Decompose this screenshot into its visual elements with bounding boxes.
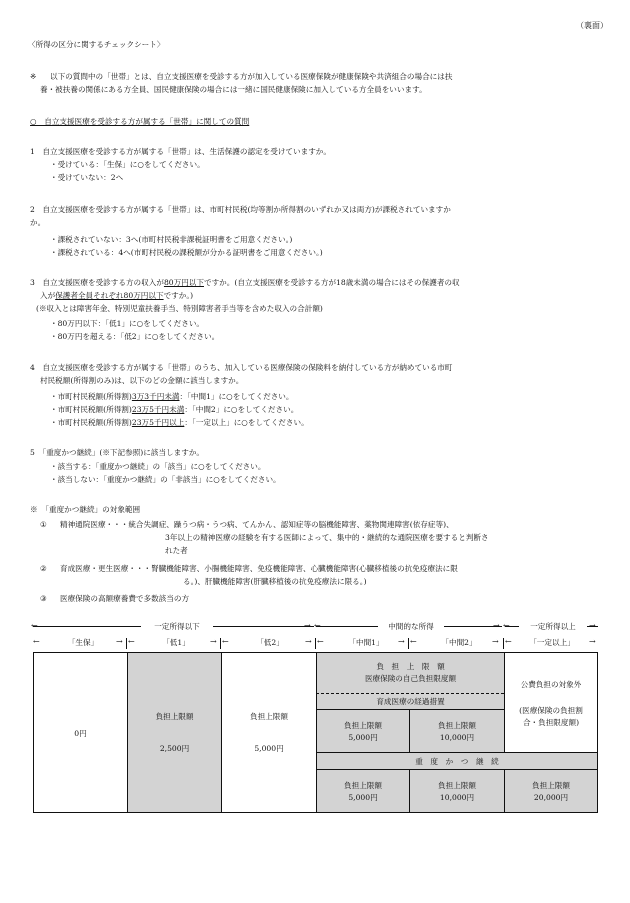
q4-a1-suffix: ：「中間1」に○をしてください。 — [179, 392, 294, 401]
cat-seiho-right-arrow: → — [116, 637, 123, 646]
cat-high-left-arrow: ← — [505, 637, 512, 646]
band-high-label: 一定所得以上 — [519, 621, 587, 632]
category-seiho: 「生保」 — [67, 638, 99, 647]
q4-answer-2 — [50, 404, 298, 415]
scope-item-3-line-1: 医療保険の高額療養費で多数該当の方 — [60, 594, 190, 603]
q3-answer-2: ・80万円を超える：「低2」に○をしてください。 — [50, 332, 220, 341]
high-note-line-2: 合・負担限度額) — [522, 718, 580, 727]
category-divider-5 — [503, 638, 504, 649]
mid-cap-title: 負 担 上 限 額 — [376, 662, 445, 671]
transition-mid1-cap-label: 負担上限額 — [344, 721, 382, 730]
q5-text: 5 「重度かつ継続」(※下記参照)に該当しますか。 — [30, 448, 205, 457]
cat-high-right-arrow: → — [589, 637, 596, 646]
cat-mid2-left-arrow: ← — [410, 637, 417, 646]
q3-text-line-2 — [40, 290, 193, 301]
cat-low1-left-arrow: ← — [128, 637, 135, 646]
scope-item-2-number: ② — [40, 564, 47, 573]
category-divider-3 — [315, 638, 316, 649]
q4-a3-suffix: ：「一定以上」に○をしてください。 — [184, 418, 309, 427]
q5-answer-2: ・該当しない：「重度かつ継続」の「非該当」に○をしてください。 — [50, 475, 281, 484]
q5-answer-1: ・該当する：「重度かつ継続」の「該当」に○をしてください。 — [50, 462, 266, 471]
cat-mid2-right-arrow: → — [492, 637, 499, 646]
band-low-left-arrowhead: ← — [31, 621, 38, 630]
cell-severe-mid1 — [316, 769, 409, 812]
transition-mid2-cap-label: 負担上限額 — [438, 721, 476, 730]
low1-cap-label: 負担上限額 — [155, 712, 194, 721]
mid-cap-subtitle: 医療保険の自己負担限度額 — [364, 674, 457, 683]
q4-a3-prefix: ・市町村民税額(所得割) — [50, 418, 132, 427]
q1-text: 1 自立支援医療を受診する方が属する「世帯」は、生活保護の認定を受けていますか。 — [30, 147, 331, 156]
sheet-title: 〈所得の区分に関するチェックシート〉 — [28, 40, 165, 49]
cell-low2 — [221, 653, 316, 812]
band-mid-right-arrowhead: → — [493, 621, 500, 630]
cell-mid-cap — [316, 653, 504, 693]
cat-mid1-left-arrow: ← — [317, 637, 324, 646]
q4-a2-amount: 23万5千円未満 — [131, 405, 185, 414]
category-high: 「一定以上」 — [529, 638, 575, 647]
q3-line1-underline: 80万円以下 — [163, 278, 204, 287]
q3-line1-b: ですか。(自立支援医療を受診する方が18歳未満の場合にはその保護者の収 — [203, 278, 460, 287]
cell-transition-mid1 — [316, 709, 409, 752]
category-low1: 「低1」 — [162, 638, 190, 647]
q4-a3-amount: 23万5千円以上 — [131, 418, 185, 427]
band-mid-label: 中間的な所得 — [378, 621, 444, 632]
category-row — [33, 637, 598, 651]
q4-a2-prefix: ・市町村民税額(所得割) — [50, 405, 132, 414]
burden-grid — [33, 652, 598, 813]
q3-income-note: (※収入とは障害年金、特別児童扶養手当、特別障害者手当等を含めた収入の合計額) — [36, 304, 323, 313]
scope-item-1-line-1: 精神通院医療・・・統合失調症、躁うつ病・うつ病、てんかん、認知症等の脳機能障害、薬物関連障害(依存症等)、 — [60, 520, 454, 529]
transition-mid1-amount: 5,000円 — [348, 733, 378, 742]
scope-title: ※ 「重度かつ継続」の対象範囲 — [30, 505, 141, 514]
low1-amount: 2,500円 — [159, 744, 190, 753]
q2-text-line-1: 2 自立支援医療を受診する方が属する「世帯」は、市町村民税(均等割か所得割のいずれか又は両方)が課税されていますか — [30, 205, 451, 214]
q4-text-line-2: 村民税額(所得割のみ)は、以下のどの金額に該当しますか。 — [40, 376, 244, 385]
q4-answer-1 — [50, 391, 293, 402]
band-high-left-arrowhead: ← — [503, 621, 510, 630]
severe-high-cap-label: 負担上限額 — [532, 781, 570, 790]
q4-a2-suffix: ：「中間2」に○をしてください。 — [184, 405, 299, 414]
severe-title: 重 度 か つ 継 続 — [415, 757, 499, 766]
cell-high — [504, 653, 597, 752]
scope-item-1-number: ① — [40, 520, 47, 529]
q3-line2-underline: 保護者全員それぞれ80万円以下 — [55, 291, 164, 300]
q3-line2-b: ですか。) — [163, 291, 194, 300]
scope-item-2-line-2: る。)、肝臓機能障害(肝臓移植後の抗免疫療法に限る。) — [183, 577, 367, 586]
severe-high-amount: 20,000円 — [533, 793, 569, 802]
cell-seiho — [34, 653, 127, 812]
scope-item-1-line-3: れた者 — [165, 546, 188, 555]
severe-mid2-cap-label: 負担上限額 — [438, 781, 476, 790]
q4-a1-amount: 3万3千円未満 — [131, 392, 180, 401]
cell-transition-mid2 — [409, 709, 504, 752]
low2-amount: 5,000円 — [254, 744, 284, 753]
cat-seiho-left-arrow: ← — [33, 637, 40, 646]
scope-item-1-line-2: 3年以上の精神医療の経験を有する医師によって、集中的・継続的な通院医療を要すると判断さ — [165, 533, 489, 542]
cat-low2-right-arrow: → — [305, 637, 312, 646]
income-category-table — [33, 620, 598, 813]
category-mid1: 「中間1」 — [348, 638, 384, 647]
cat-low1-right-arrow: → — [210, 637, 217, 646]
category-divider-2 — [220, 638, 221, 649]
category-mid2: 「中間2」 — [441, 638, 477, 647]
q3-answer-1: ・80万円以下：「低1」に○をしてください。 — [50, 319, 205, 328]
band-low-label: 一定所得以下 — [141, 621, 213, 632]
severe-mid1-cap-label: 負担上限額 — [344, 781, 382, 790]
low2-cap-label: 負担上限額 — [250, 712, 288, 721]
band-mid-left-arrowhead: ← — [314, 621, 321, 630]
q2-answer-2: ・課税されている：4へ(市町村民税の課税額が分かる証明書をご用意ください。) — [50, 248, 323, 257]
cell-transition-header — [316, 693, 504, 709]
income-band-arrows — [33, 620, 598, 634]
severe-mid2-amount: 10,000円 — [439, 793, 475, 802]
section-heading: ○ 自立支援医療を受診する方が属する「世帯」に関しての質問 — [30, 117, 250, 126]
note-line-2: 養・被扶養の関係にある方全員、国民健康保険の場合には一緒に国民健康保険に加入している方全員をいいます。 — [40, 85, 427, 94]
transition-title: 育成医療の経過措置 — [376, 697, 445, 706]
q2-text-line-2: か。 — [30, 218, 46, 227]
cell-severe-mid2 — [409, 769, 504, 812]
page-label: （裏面） — [576, 21, 608, 30]
severe-mid1-amount: 5,000円 — [348, 793, 378, 802]
q4-a1-prefix: ・市町村民税額(所得割) — [50, 392, 132, 401]
cat-low2-left-arrow: ← — [222, 637, 229, 646]
category-divider-1 — [126, 638, 127, 649]
scope-item-2-line-1: 育成医療・更生医療・・・腎臓機能障害、小腸機能障害、免疫機能障害、心臓機能障害(心臓移植後の抗免疫療法に限 — [60, 564, 458, 573]
q4-answer-3 — [50, 417, 309, 428]
q3-line1-a: 3 自立支援医療を受診する方の収入が — [30, 278, 164, 287]
cat-mid1-right-arrow: → — [398, 637, 405, 646]
cell-severe-high — [504, 769, 597, 812]
seiho-amount: 0円 — [74, 729, 87, 738]
q3-line2-a: 入が — [40, 291, 56, 300]
note-line-1: 以下の質問中の「世帯」とは、自立支援医療を受診する方が加入している医療保険が健康保険や共済組合の場合には扶 — [50, 72, 453, 81]
high-note-line-1: (医療保険の負担割 — [519, 706, 583, 715]
q4-text-line-1: 4 自立支援医療を受診する方が属する「世帯」のうち、加入している医療保険の保険料を納付している方が納めている市町 — [30, 363, 453, 372]
category-low2: 「低2」 — [256, 638, 284, 647]
high-title: 公費負担の対象外 — [520, 680, 582, 689]
band-high-right-arrowhead: → — [589, 621, 596, 630]
note-mark: ※ — [30, 72, 37, 81]
q3-text-line-1 — [30, 277, 460, 288]
q2-answer-1: ・課税されていない：3へ(市町村民税非課税証明書をご用意ください。) — [50, 235, 293, 244]
band-low-right-arrowhead: → — [304, 621, 311, 630]
transition-mid2-amount: 10,000円 — [439, 733, 475, 742]
cell-severe-header — [316, 752, 597, 769]
category-divider-4 — [408, 638, 409, 649]
cell-low1 — [127, 653, 221, 812]
scope-item-3-number: ③ — [40, 594, 47, 603]
q1-answer-1: ・受けている：「生保」に○をしてください。 — [50, 160, 205, 169]
q1-answer-2: ・受けていない：2へ — [50, 173, 124, 182]
